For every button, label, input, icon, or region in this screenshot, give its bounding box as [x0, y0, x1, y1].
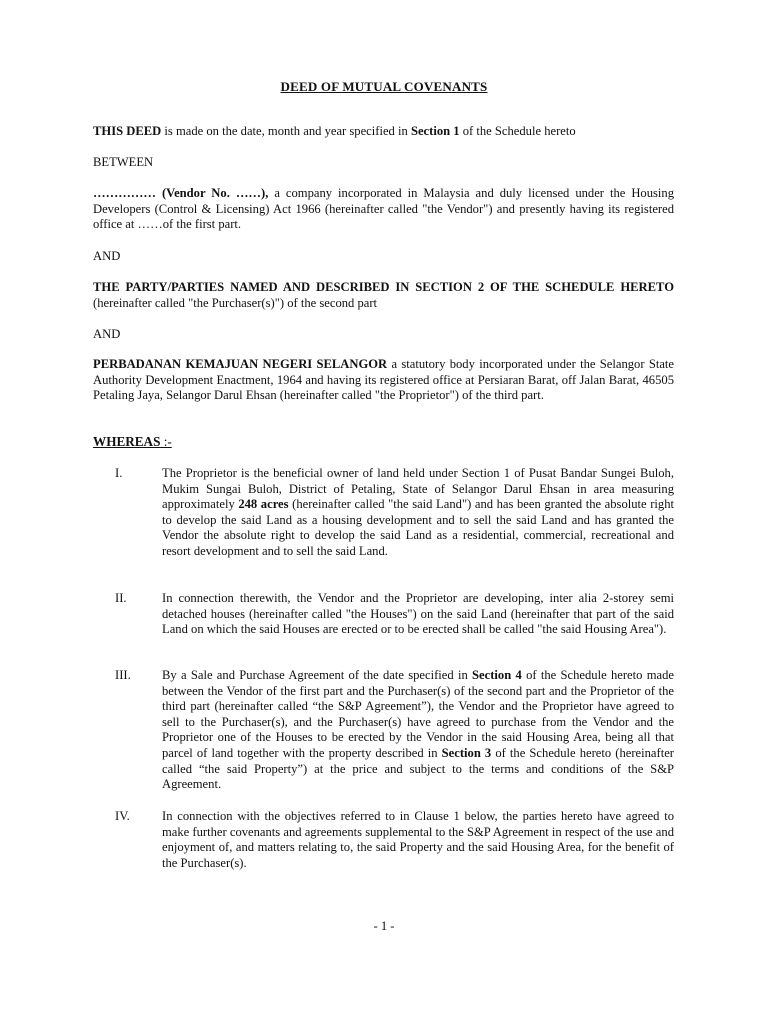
whereas-label: WHEREAS — [93, 434, 161, 449]
intro-paragraph — [93, 124, 674, 140]
recital-text-part: of the Schedule hereto (hereinafter called “the said Property”) at the price and subject to the terms and conditions of the S&P Agreement. — [162, 745, 674, 792]
recital-text — [162, 809, 674, 871]
intro-text-2: of the Schedule hereto — [459, 124, 576, 138]
purchaser-lead: THE PARTY/PARTIES NAMED AND DESCRIBED IN SECTION 2 OF THE SCHEDULE HERETO — [93, 280, 674, 294]
intro-lead: THIS DEED — [93, 124, 162, 138]
recital-number: II. — [115, 591, 127, 605]
vendor-paragraph — [93, 186, 674, 233]
vendor-text: a company incorporated in Malaysia and duly licensed under the Housing Developers (Control & Licensing) Act 1966 (hereinafter called "the Vendor") and presently having its registered office at ……of the first part. — [93, 186, 675, 232]
recital-text — [162, 668, 674, 793]
recital-text-part: In connection with the objectives referred to in Clause 1 below, the parties hereto have agreed to make further covenants and agreements supplemental to the S&P Agreement in respect of the use and enjoyment of, and matters relating to, the said Property and the said Housing Area, for the benefit of the Purchaser(s). — [162, 809, 674, 870]
intro-text-1: is made on the date, month and year specified in — [161, 124, 411, 138]
intro-section-ref: Section 1 — [410, 124, 460, 138]
recital-number: III. — [115, 668, 131, 682]
recital-text-part: (hereinafter called "the said Land") and has been granted the absolute right to develop the said Land as a housing development and to sell the said Land and has granted the Vendor the absolute right to develop the said Land as a residential, commercial, recreational and resort development and to sell the said Land. — [162, 497, 674, 558]
and-label-1: AND — [93, 249, 121, 263]
recital-bold-part: Section 3 — [441, 745, 492, 760]
recital-number: IV. — [115, 809, 130, 823]
recital-number: I. — [115, 466, 123, 480]
recital-bold-part: 248 acres — [238, 497, 289, 512]
vendor-lead: …………… (Vendor No. ……), — [93, 186, 269, 200]
recital-text — [162, 466, 674, 560]
recital-text — [162, 591, 674, 638]
and-label-2: AND — [93, 327, 121, 341]
proprietor-paragraph — [93, 357, 674, 404]
recital-text-part: The Proprietor is the beneficial owner of land held under Section 1 of Pusat Bandar Sungei Buloh, Mukim Sungai Buloh, District of Petaling, State of Selangor Darul Ehsan in area measuring approximately — [162, 466, 674, 512]
recital-text-part: By a Sale and Purchase Agreement of the date specified in — [162, 668, 473, 682]
proprietor-lead: PERBADANAN KEMAJUAN NEGERI SELANGOR — [93, 357, 388, 371]
whereas-tail: :- — [160, 434, 172, 449]
whereas-heading — [93, 434, 172, 450]
page-number: - 1 - — [373, 919, 395, 933]
purchaser-text: (hereinafter called "the Purchaser(s)") of the second part — [93, 295, 378, 310]
proprietor-text: a statutory body incorporated under the Selangor State Authority Development Enactment, 1964 and having its registered office at Persiaran Barat, off Jalan Barat, 46505 Petaling Jaya, Selangor Darul Ehsan (hereinafter called "the Proprietor") of the third part. — [93, 357, 675, 403]
recital-text-part: In connection therewith, the Vendor and the Proprietor are developing, inter alia 2-storey semi detached houses (hereinafter called "the Houses") on the said Land (hereinafter that part of the said Land on which the said Houses are erected or to be erected shall be called "the said Housing Area"). — [162, 591, 674, 637]
between-label: BETWEEN — [93, 155, 154, 169]
recital-text-part: of the Schedule hereto made between the Vendor of the first part and the Purchaser(s) of the second part and the Proprietor of the third part (hereinafter called “the S&P Agreement”), the Vendor and the Proprietor have agreed to sell to the Purchaser(s), and the Purchaser(s) have agreed to purchase from the Vendor and the Proprietor one of the Houses to be erected by the Vendor in the said Housing Area, being all that parcel of land together with the property described in — [162, 668, 674, 760]
document-title: DEED OF MUTUAL COVENANTS — [280, 79, 488, 94]
purchaser-paragraph — [93, 280, 674, 311]
recital-bold-part: Section 4 — [472, 668, 522, 682]
